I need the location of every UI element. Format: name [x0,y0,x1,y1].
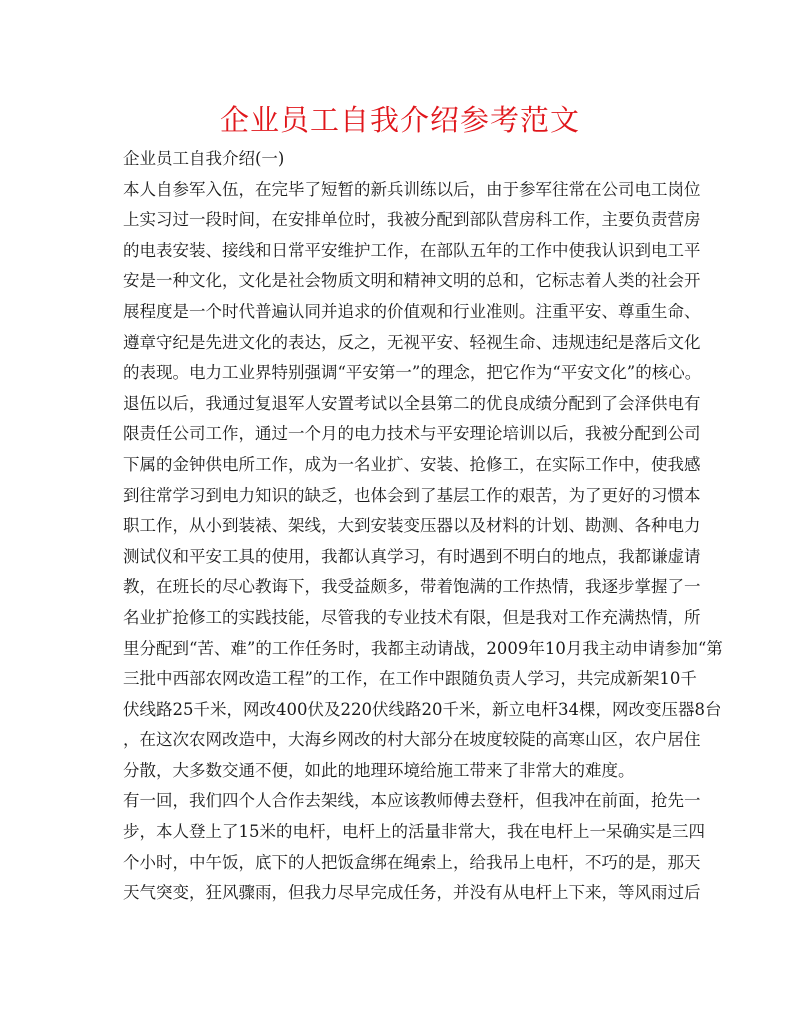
paragraph-line: 步，本人登上了15米的电杆，电杆上的活量非常大，我在电杆上一呆确实是三四 [123,822,705,842]
paragraph-3 [123,786,705,908]
paragraph-line: 里分配到“苦、难”的工作任务时，我都主动请战，2009年10月我主动申请参加“第 [123,638,723,658]
paragraph-line: 遵章守纪是先进文化的表达，反之，无视平安、轻视生命、违规违纪是落后文化 [123,332,701,352]
paragraph-line: 伏线路25千米，网改400伏及220伏线路20千米，新立电杆34棵，网改变压器8台 [123,699,722,719]
paragraph-line: 教，在班长的尽心教诲下，我受益颇多，带着饱满的工作热情，我逐步掌握了一 [123,577,701,597]
paragraph-line: 分散，大多数交通不便，如此的地理环境给施工带来了非常大的难度。 [123,760,635,780]
paragraph-line: 退伍以后，我通过复退军人安置考试以全县第二的优良成绩分配到了会泽供电有 [123,393,701,413]
section-heading: 企业员工自我介绍(一) [123,149,285,168]
paragraph-line: 测试仪和平安工具的使用，我都认真学习，有时遇到不明白的地点，我都谦虚请 [123,546,701,566]
paragraph-line: 职工作，从小到装裱、架线，大到安装变压器以及材料的计划、勘测、各种电力 [123,516,701,536]
paragraph-line: 的电表安装、接线和日常平安维护工作，在部队五年的工作中使我认识到电工平 [123,240,701,260]
paragraph-line: 到往常学习到电力知识的缺乏，也体会到了基层工作的艰苦，为了更好的习惯本 [123,485,701,505]
paragraph-line: 个小时，中午饭，底下的人把饭盒绑在绳索上，给我吊上电杆，不巧的是，那天 [123,852,701,872]
paragraph-line: 上实习过一段时间，在安排单位时，我被分配到部队营房科工作，主要负责营房 [123,210,701,230]
document-title: 企业员工自我介绍参考范文 [219,103,580,137]
paragraph-line: ，在这次农网改造中，大海乡网改的村大部分在坡度较陡的高寒山区，农户居住 [123,730,701,750]
paragraph-line: 名业扩抢修工的实践技能，尽管我的专业技术有限，但是我对工作充满热情，所 [123,607,701,627]
paragraph-line: 的表现。电力工业界特别强调“平安第一”的理念，把它作为“平安文化”的核心。 [123,363,702,383]
paragraph-line: 下属的金钟供电所工作，成为一名业扩、安装、抢修工，在实际工作中，使我感 [123,454,701,474]
paragraph-line: 三批中西部农网改造工程”的工作，在工作中跟随负责人学习，共完成新架10千 [123,669,697,689]
paragraph-line: 有一回，我们四个人合作去架线，本应该教师傅去登杆，但我冲在前面，抢先一 [123,791,701,811]
paragraph-line: 天气突变，狂风骤雨，但我力尽早完成任务，并没有从电杆上下来，等风雨过后 [123,883,701,903]
paragraph-line: 展程度是一个时代普遍认同并追求的价值观和行业准则。注重平安、尊重生命、 [123,301,701,321]
paragraph-line: 限责任公司工作，通过一个月的电力技术与平安理论培训以后，我被分配到公司 [123,424,701,444]
document-body [123,144,723,909]
paragraph-2 [123,389,723,787]
paragraph-line: 本人自参军入伍，在完毕了短暂的新兵训练以后，由于参军往常在公司电工岗位 [123,179,701,199]
paragraph-1 [123,175,702,389]
paragraph-line: 安是一种文化，文化是社会物质文明和精神文明的总和，它标志着人类的社会开 [123,271,701,291]
